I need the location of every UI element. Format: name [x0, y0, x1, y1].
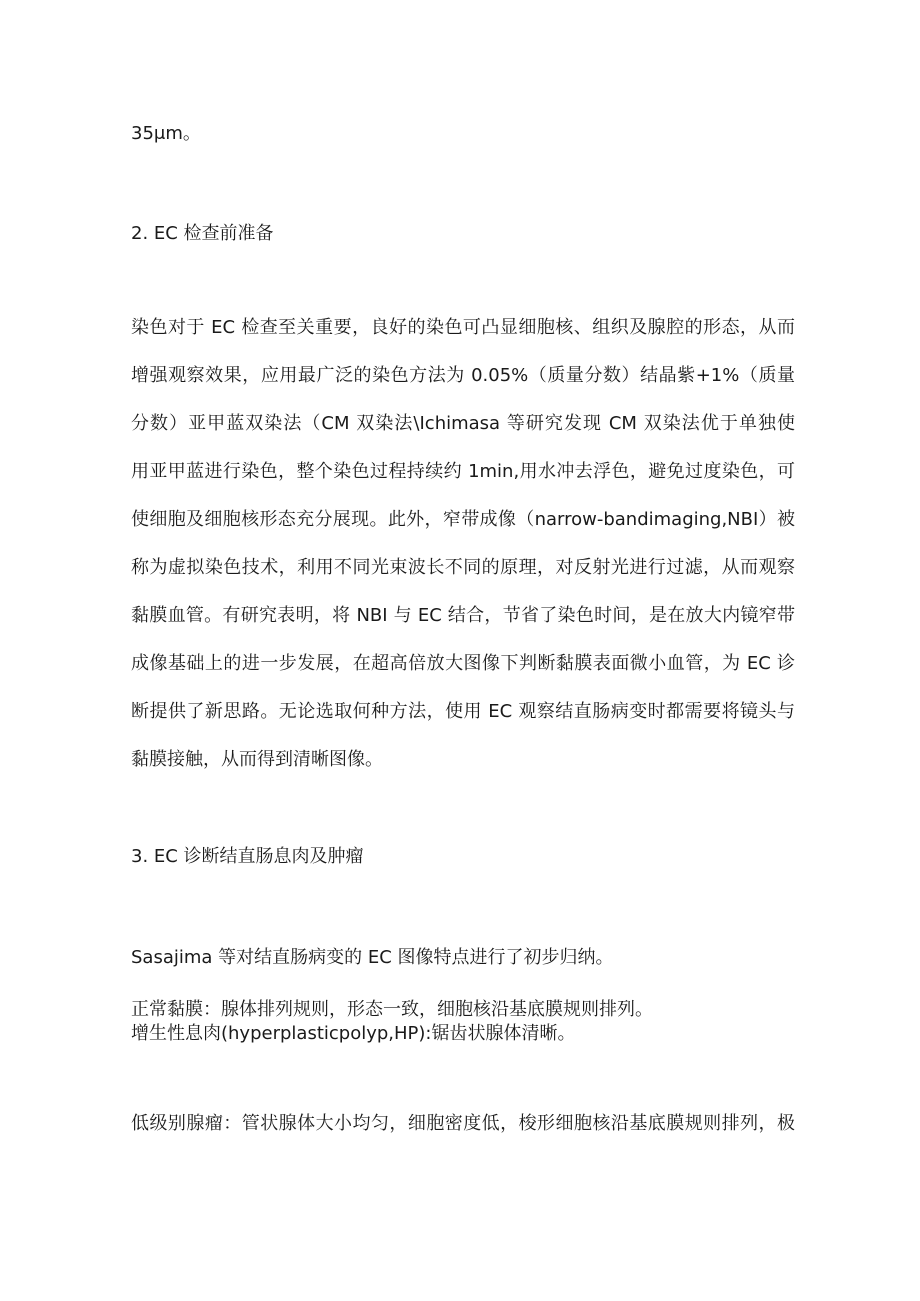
fragment-text: 35μm。 [131, 123, 201, 144]
paragraph-line: 分数）亚甲蓝双染法（CM 双染法\Ichimasa 等研究发现 CM 双染法优于单独使 [131, 413, 795, 434]
hyperplastic-polyp-text: 增生性息肉(hyperplasticpolyp,HP):锯齿状腺体清晰。 [131, 1023, 576, 1044]
paragraph-line: 成像基础上的进一步发展，在超高倍放大图像下判断黏膜表面微小血管，为 EC 诊 [131, 653, 795, 674]
section-3-heading: 3. EC 诊断结直肠息肉及肿瘤 [131, 846, 364, 867]
paragraph-line: 用亚甲蓝进行染色，整个染色过程持续约 1min,用水冲去浮色，避免过度染色，可 [131, 461, 795, 482]
normal-mucosa-text: 正常黏膜：腺体排列规则，形态一致，细胞核沿基底膜规则排列。 [131, 999, 653, 1020]
paragraph-line: 黏膜血管。有研究表明，将 NBI 与 EC 结合，节省了染色时间，是在放大内镜窄带 [131, 605, 795, 626]
paragraph-line: 增强观察效果，应用最广泛的染色方法为 0.05%（质量分数）结晶紫+1%（质量 [131, 365, 795, 386]
paragraph-line: 黏膜接触，从而得到清晰图像。 [131, 749, 383, 770]
paragraph-line: 称为虚拟染色技术，利用不同光束波长不同的原理，对反射光进行过滤，从而观察 [131, 557, 795, 578]
paragraph-line: 断提供了新思路。无论选取何种方法，使用 EC 观察结直肠病变时都需要将镜头与 [131, 701, 795, 722]
paragraph-line: 染色对于 EC 检查至关重要，良好的染色可凸显细胞核、组织及腺腔的形态，从而 [131, 317, 795, 338]
paragraph-line: 使细胞及细胞核形态充分展现。此外，窄带成像（narrow-bandimaging,NBI）被 [131, 509, 795, 530]
low-grade-adenoma-text: 低级别腺瘤：管状腺体大小均匀，细胞密度低，梭形细胞核沿基底膜规则排列，极 [131, 1113, 795, 1134]
section-3-intro: Sasajima 等对结直肠病变的 EC 图像特点进行了初步归纳。 [131, 947, 614, 968]
section-2-heading: 2. EC 检查前准备 [131, 223, 274, 244]
